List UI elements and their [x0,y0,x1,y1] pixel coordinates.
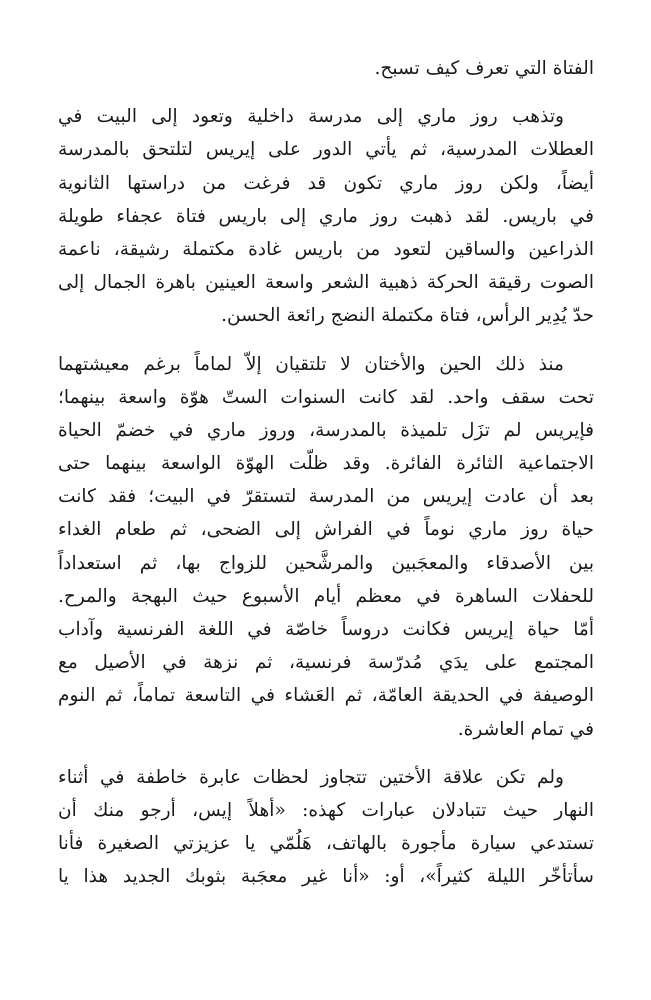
text-line: المجتمع على يدَي مُدرّسة فرنسية، ثم نزهة في الأصيل مع [58,652,594,674]
text-line: حدّ يُدِير الرأس، فتاة مكتملة النضج رائعة الحسن. [221,305,594,327]
text-line: في باريس. لقد ذهبت روز ماري إلى باريس فتاة عجفاء طويلة [58,205,594,227]
text-line: تستدعي سيارة مأجورة بالهاتف، هَلُمّي يا عزيزتي الصغيرة فأنا [58,833,594,855]
text-line: بين الأصدقاء والمعجَبين والمرشَّحين للزواج بها، ثم استعداداً [58,552,594,574]
paragraph-gap [58,85,594,100]
text-line: النهار حيث تتبادلان عبارات كهذه: «أهلاً إيس، أرجو منك أن [58,799,594,821]
text-line: الفتاة التي تعرف كيف تسبح. [374,58,594,79]
text-line: للحفلات الساهرة في معظم أيام الأسبوع حيث البهجة والمرح. [58,585,594,607]
book-page [58,52,594,894]
text-line: تحت سقف واحد. لقد كانت السنوات الستّ هوّة واسعة بينهما؛ [58,386,594,408]
paragraph-3 [58,348,594,746]
paragraph-gap [58,333,594,348]
paragraph-2 [58,100,594,332]
text-line: في تمام العاشرة. [457,718,594,740]
text-line: منذ ذلك الحين والأختان لا تلتقيان إلاّ لماماً برغم معيشتهما [58,353,564,375]
paragraph-4 [58,761,594,894]
text-line: أيضاً، ولكن روز ماري تكون قد فرغت من دراستها الثانوية [58,172,594,194]
text-line: فإيريس لم تزَل تلميذة بالمدرسة، وروز ماري في خضمّ الحياة [58,419,594,441]
text-line: بعد أن عادت إيريس من المدرسة لتستقرّ في البيت؛ فقد كانت [58,486,594,508]
text-line: حياة روز ماري نوماً في الفراش إلى الضحى، ثم طعام الغداء [58,519,594,541]
text-line: الصوت رقيقة الحركة ذهبية الشعر واسعة العينين باهرة الجمال إلى [58,272,594,294]
text-line: سأتأخّر الليلة كثيراً»، أو: «أنا غير معجَبة بثوبك الجديد هذا يا [58,866,594,888]
text-line: الوصيفة في الحديقة العامّة، ثم العَشاء في التاسعة تماماً، ثم النوم [58,685,594,707]
text-line: الاجتماعية الثائرة الفائرة. وقد ظلّت الهوّة الواسعة بينهما حتى [58,453,594,475]
paragraph-1 [58,52,594,85]
paragraph-gap [58,746,594,761]
text-line: ولم تكن علاقة الأختين تتجاوز لحظات عابرة خاطفة في أثناء [58,766,564,788]
text-line: العطلات المدرسية، ثم يأتي الدور على إيريس لتلتحق بالمدرسة [58,139,594,161]
text-line: الذراعين والساقين لتعود من باريس غادة مكتملة رشيقة، ناعمة [58,238,594,260]
text-line: أمّا حياة إيريس فكانت دروساً خاصّة في اللغة الفرنسية وآداب [58,619,594,640]
text-line: وتذهب روز ماري إلى مدرسة داخلية وتعود إلى البيت في [58,106,564,128]
